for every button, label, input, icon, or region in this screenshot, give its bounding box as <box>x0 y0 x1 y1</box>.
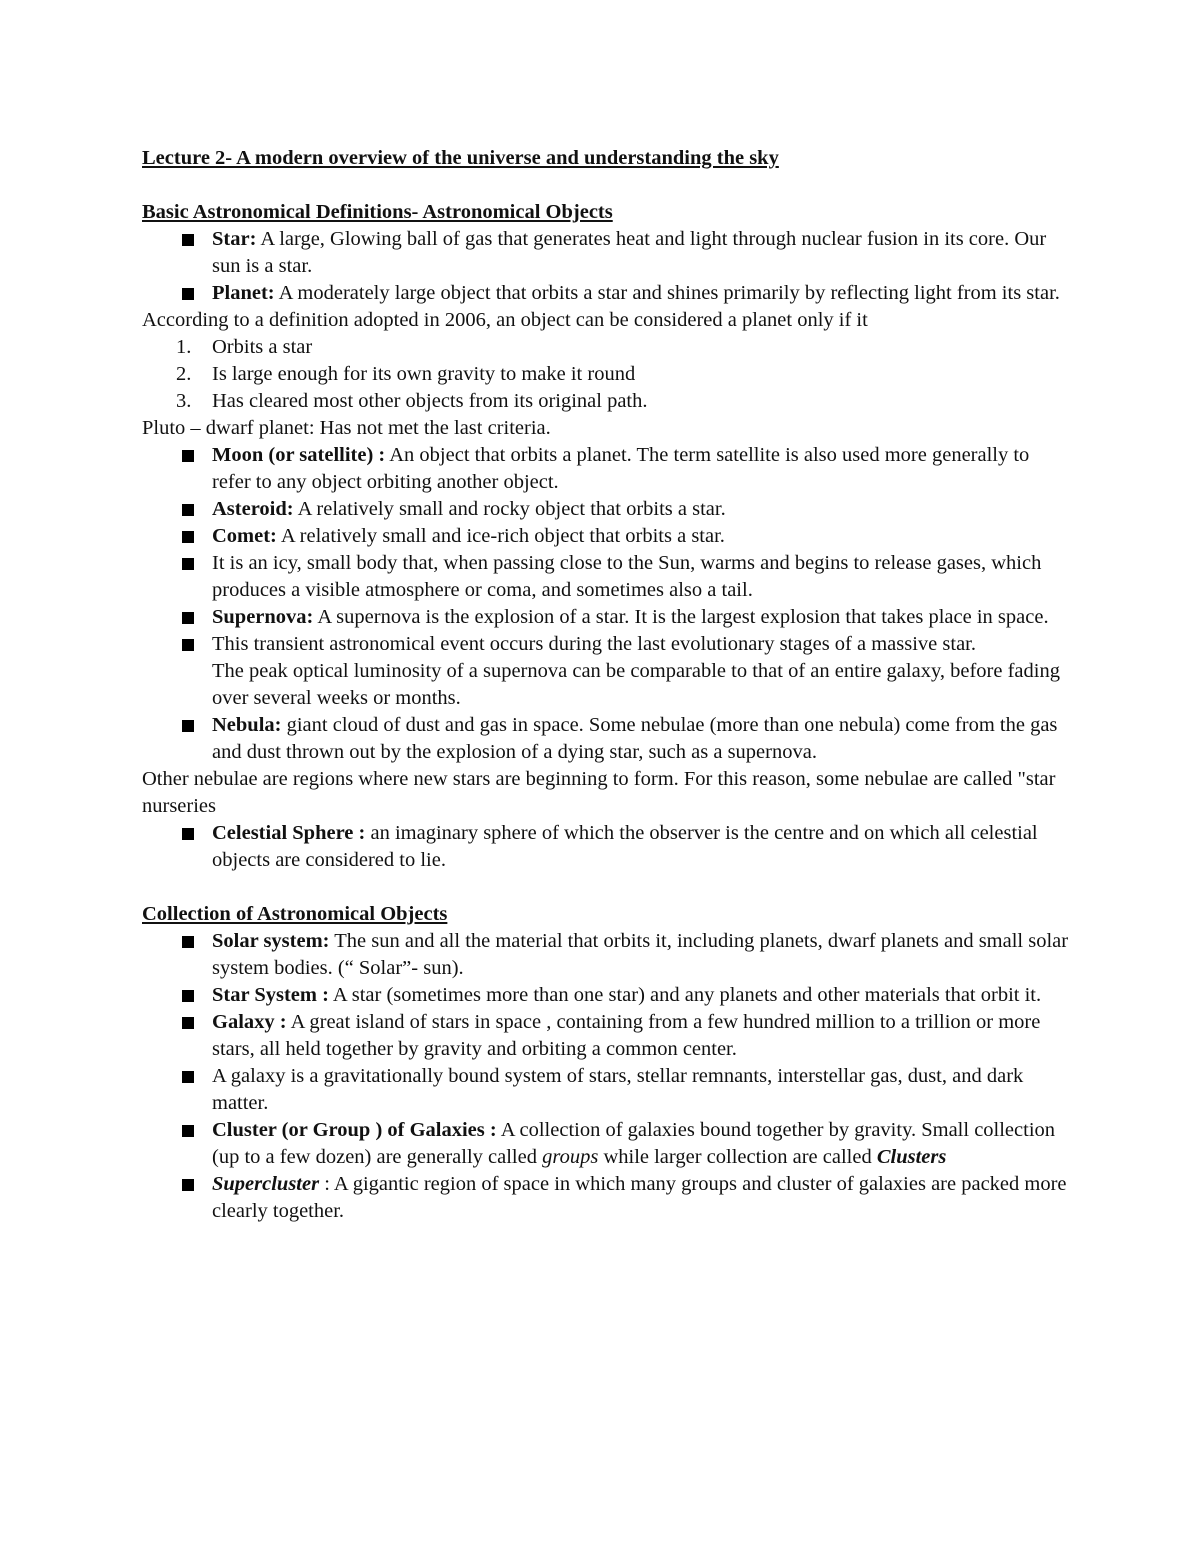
square-bullet-icon <box>182 234 194 246</box>
list-item-galaxy-cluster <box>142 1117 1072 1171</box>
nebula-note: Other nebulae are regions where new stars are beginning to form. For this reason, some nebulae are called "star nurseries <box>142 768 1056 817</box>
bullet-list-definitions-1 <box>142 226 1072 307</box>
clusters-emphasis: Clusters <box>876 1146 947 1168</box>
square-bullet-icon <box>182 1071 194 1083</box>
criterion-number: 1. <box>176 336 192 358</box>
criterion-text: Orbits a star <box>212 336 313 358</box>
term-solar-system: Solar system: <box>212 930 330 952</box>
list-item-criterion <box>142 334 1072 361</box>
square-bullet-icon <box>182 639 194 651</box>
lecture-title: Lecture 2- A modern overview of the universe and understanding the sky <box>142 147 779 169</box>
term-nebula: Nebula: <box>212 714 282 736</box>
term-star: Star: <box>212 228 257 250</box>
list-item-nebula <box>142 712 1072 766</box>
criterion-text: Is large enough for its own gravity to make it round <box>212 363 636 385</box>
term-celestial-sphere: Celestial Sphere : <box>212 822 366 844</box>
square-bullet-icon <box>182 720 194 732</box>
definition-comet: A relatively small and ice-rich object that orbits a star. <box>276 525 725 547</box>
definition-celestial-sphere: an imaginary sphere of which the observer is the centre and on which all celestial objects are considered to lie. <box>212 822 1038 871</box>
list-item-criterion <box>142 388 1072 415</box>
term-planet: Planet: <box>212 282 275 304</box>
planet-definition-intro: According to a definition adopted in 2006, an object can be considered a planet only if it <box>142 309 868 331</box>
criterion-number: 3. <box>176 390 192 412</box>
term-galaxy-cluster: Cluster (or Group ) of Galaxies : <box>212 1119 497 1141</box>
definition-solar-system: The sun and all the material that orbits it, including planets, dwarf planets and small solar system bodies. (“ Solar”- sun). <box>212 930 1069 979</box>
section-heading-collections: Collection of Astronomical Objects <box>142 903 448 925</box>
definition-moon: An object that orbits a planet. The term satellite is also used more generally to refer to any object orbiting another object. <box>212 444 1030 493</box>
list-item-galaxy <box>142 1009 1072 1063</box>
bullet-list-definitions-3 <box>142 820 1072 874</box>
supernova-detail-text-2: The peak optical luminosity of a supernova can be comparable to that of an entire galaxy, before fading over several weeks or months. <box>212 660 1060 709</box>
square-bullet-icon <box>182 504 194 516</box>
square-bullet-icon <box>182 990 194 1002</box>
list-item-moon <box>142 442 1072 496</box>
term-asteroid: Asteroid: <box>212 498 294 520</box>
definition-star-system: A star (sometimes more than one star) and any planets and other materials that orbit it. <box>328 984 1042 1006</box>
definition-supercluster: : A gigantic region of space in which many groups and cluster of galaxies are packed more clearly together. <box>212 1173 1067 1222</box>
square-bullet-icon <box>182 450 194 462</box>
criterion-number: 2. <box>176 363 192 385</box>
square-bullet-icon <box>182 828 194 840</box>
supernova-detail-text: This transient astronomical event occurs during the last evolutionary stages of a massive star. <box>212 633 976 655</box>
definition-asteroid: A relatively small and rocky object that orbits a star. <box>293 498 726 520</box>
groups-emphasis: groups <box>542 1146 599 1168</box>
term-star-system: Star System : <box>212 984 329 1006</box>
term-supernova: Supernova: <box>212 606 314 628</box>
section-heading-definitions: Basic Astronomical Definitions- Astronomical Objects <box>142 201 613 223</box>
square-bullet-icon <box>182 558 194 570</box>
list-item-supernova <box>142 604 1072 631</box>
bullet-list-collections <box>142 928 1072 1225</box>
definition-galaxy-cluster-mid: while larger collection are called <box>598 1146 877 1168</box>
square-bullet-icon <box>182 1179 194 1191</box>
square-bullet-icon <box>182 936 194 948</box>
square-bullet-icon <box>182 288 194 300</box>
definition-supernova: A supernova is the explosion of a star. It is the largest explosion that takes place in space. <box>313 606 1049 628</box>
definition-nebula: giant cloud of dust and gas in space. Some nebulae (more than one nebula) come from the gas and dust thrown out by the explosion of a dying star, such as a supernova. <box>212 714 1058 763</box>
definition-star: A large, Glowing ball of gas that generates heat and light through nuclear fusion in its core. Our sun is a star. <box>212 228 1047 277</box>
term-galaxy: Galaxy : <box>212 1011 287 1033</box>
square-bullet-icon <box>182 531 194 543</box>
list-item-criterion <box>142 361 1072 388</box>
criterion-text: Has cleared most other objects from its original path. <box>212 390 648 412</box>
list-item-supercluster <box>142 1171 1072 1225</box>
list-item-star <box>142 226 1072 280</box>
square-bullet-icon <box>182 1125 194 1137</box>
document-content <box>142 145 1072 1225</box>
list-item-planet <box>142 280 1072 307</box>
list-item-solar-system <box>142 928 1072 982</box>
pluto-note: Pluto – dwarf planet: Has not met the last criteria. <box>142 417 551 439</box>
blank-line <box>142 874 1072 901</box>
comet-detail-text: It is an icy, small body that, when passing close to the Sun, warms and begins to release gases, which produces a visible atmosphere or coma, and sometimes also a tail. <box>212 552 1042 601</box>
numbered-list-planet-criteria <box>142 334 1072 415</box>
definition-galaxy: A great island of stars in space , containing from a few hundred million to a trillion or more stars, all held together by gravity and orbiting a common center. <box>212 1011 1041 1060</box>
list-item-comet-detail <box>142 550 1072 604</box>
list-item-celestial-sphere <box>142 820 1072 874</box>
list-item-comet <box>142 523 1072 550</box>
list-item-asteroid <box>142 496 1072 523</box>
bullet-list-definitions-2 <box>142 442 1072 766</box>
term-moon: Moon (or satellite) : <box>212 444 386 466</box>
definition-galaxy-cluster: A collection of galaxies bound together by gravity. Small collection (up to a few dozen) are generally called <box>212 1119 1056 1168</box>
square-bullet-icon <box>182 1017 194 1029</box>
definition-planet: A moderately large object that orbits a star and shines primarily by reflecting light from its star. <box>274 282 1060 304</box>
list-item-star-system <box>142 982 1072 1009</box>
galaxy-detail-text: A galaxy is a gravitationally bound system of stars, stellar remnants, interstellar gas, dust, and dark matter. <box>212 1065 1024 1114</box>
term-supercluster: Supercluster <box>212 1173 320 1195</box>
square-bullet-icon <box>182 612 194 624</box>
list-item-galaxy-detail <box>142 1063 1072 1117</box>
list-item-supernova-detail <box>142 631 1072 712</box>
term-comet: Comet: <box>212 525 277 547</box>
